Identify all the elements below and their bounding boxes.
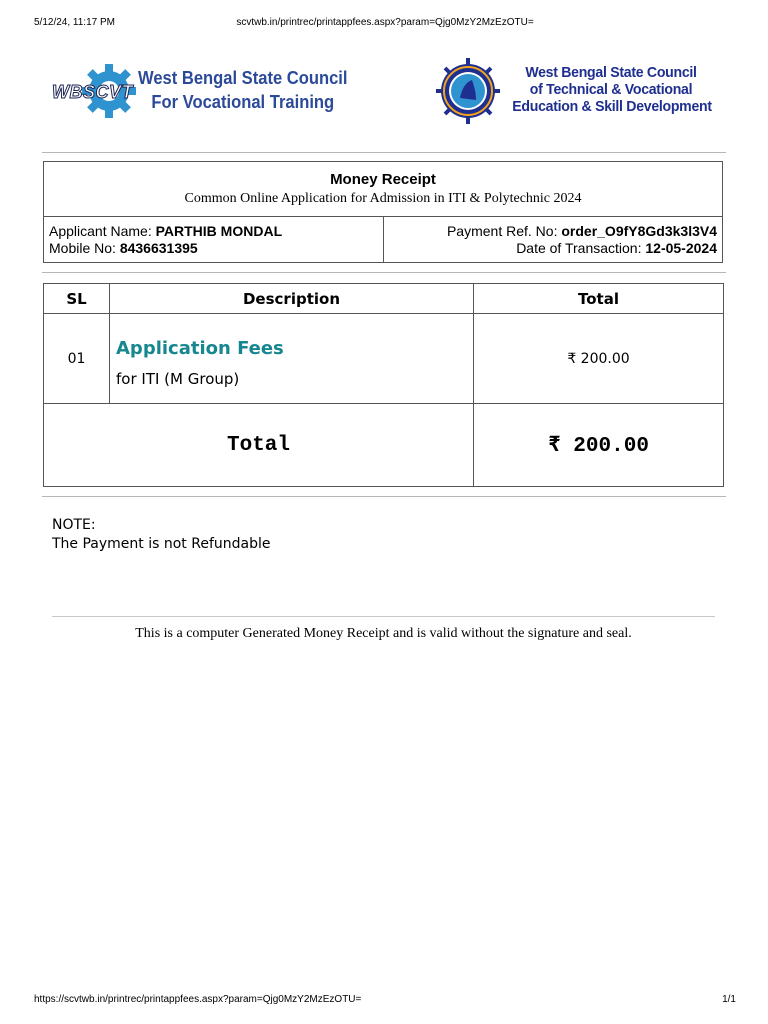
wbsctvesd-title-line1: West Bengal State Council — [525, 64, 697, 81]
row-description — [110, 314, 474, 404]
print-datetime: 5/12/24, 11:17 PM — [34, 17, 115, 28]
wbsctvesd-title-line3: Education & Skill Development — [512, 98, 712, 115]
receipt-subtitle: Common Online Application for Admission in ITI & Polytechnic 2024 — [184, 191, 582, 206]
row-sl: 01 — [44, 314, 110, 404]
mobile-number: 8436631395 — [119, 240, 198, 256]
fee-title: Application Fees — [116, 338, 284, 359]
divider — [42, 272, 726, 273]
fees-table-header — [44, 284, 724, 314]
print-footer-url: https://scvtwb.in/printrec/printappfees.aspx?param=Qjg0MzY2MzEzOTU= — [34, 994, 362, 1005]
divider — [42, 152, 726, 153]
wbscvt-title-line2: For Vocational Training — [151, 92, 335, 112]
total-amount: ₹ 200.00 — [474, 404, 724, 487]
applicant-details — [44, 217, 384, 263]
header-description: Description — [110, 284, 474, 314]
note-section — [52, 516, 270, 554]
wbscvt-logo — [52, 62, 348, 122]
applicant-name-label: Applicant Name: — [49, 223, 152, 239]
note-label: NOTE: — [52, 517, 96, 533]
wbsctvesd-title — [512, 64, 712, 115]
payment-ref-label: Payment Ref. No: — [446, 223, 558, 239]
transaction-date: 12-05-2024 — [645, 240, 717, 256]
print-header — [34, 17, 736, 31]
row-amount: ₹ 200.00 — [474, 314, 724, 404]
fee-subtitle: for ITI (M Group) — [116, 370, 240, 388]
footer-note: This is a computer Generated Money Receipt and is valid without the signature and seal. — [135, 626, 632, 641]
payment-details — [385, 217, 722, 263]
total-label: Total — [44, 404, 474, 487]
wbscvt-title — [138, 66, 348, 114]
total-row — [44, 404, 724, 487]
note-text: The Payment is not Refundable — [52, 536, 271, 552]
receipt-title: Money Receipt — [330, 171, 436, 188]
header-total: Total — [474, 284, 724, 314]
seal-icon — [436, 58, 500, 124]
page-count: 1/1 — [722, 994, 736, 1005]
fees-table — [43, 283, 724, 487]
wbsctvesd-logo — [434, 58, 724, 124]
table-row — [44, 314, 724, 404]
print-url: scvtwb.in/printrec/printappfees.aspx?param=Qjg0MzY2MzEzOTU= — [236, 17, 534, 28]
print-footer — [34, 994, 736, 1008]
divider — [52, 616, 715, 617]
wbscvt-mark: WBSCVT — [52, 82, 133, 102]
applicant-info-row — [44, 216, 722, 263]
transaction-date-label: Date of Transaction: — [516, 240, 642, 256]
applicant-name: PARTHIB MONDAL — [155, 223, 283, 239]
receipt-header-box — [43, 161, 723, 263]
header-sl: SL — [44, 284, 110, 314]
wbscvt-title-line1: West Bengal State Council — [138, 68, 348, 88]
mobile-label: Mobile No: — [49, 240, 116, 256]
wbsctvesd-title-line2: of Technical & Vocational — [529, 81, 693, 98]
payment-ref: order_O9fY8Gd3k3l3V4 — [561, 223, 717, 239]
divider — [42, 496, 726, 497]
